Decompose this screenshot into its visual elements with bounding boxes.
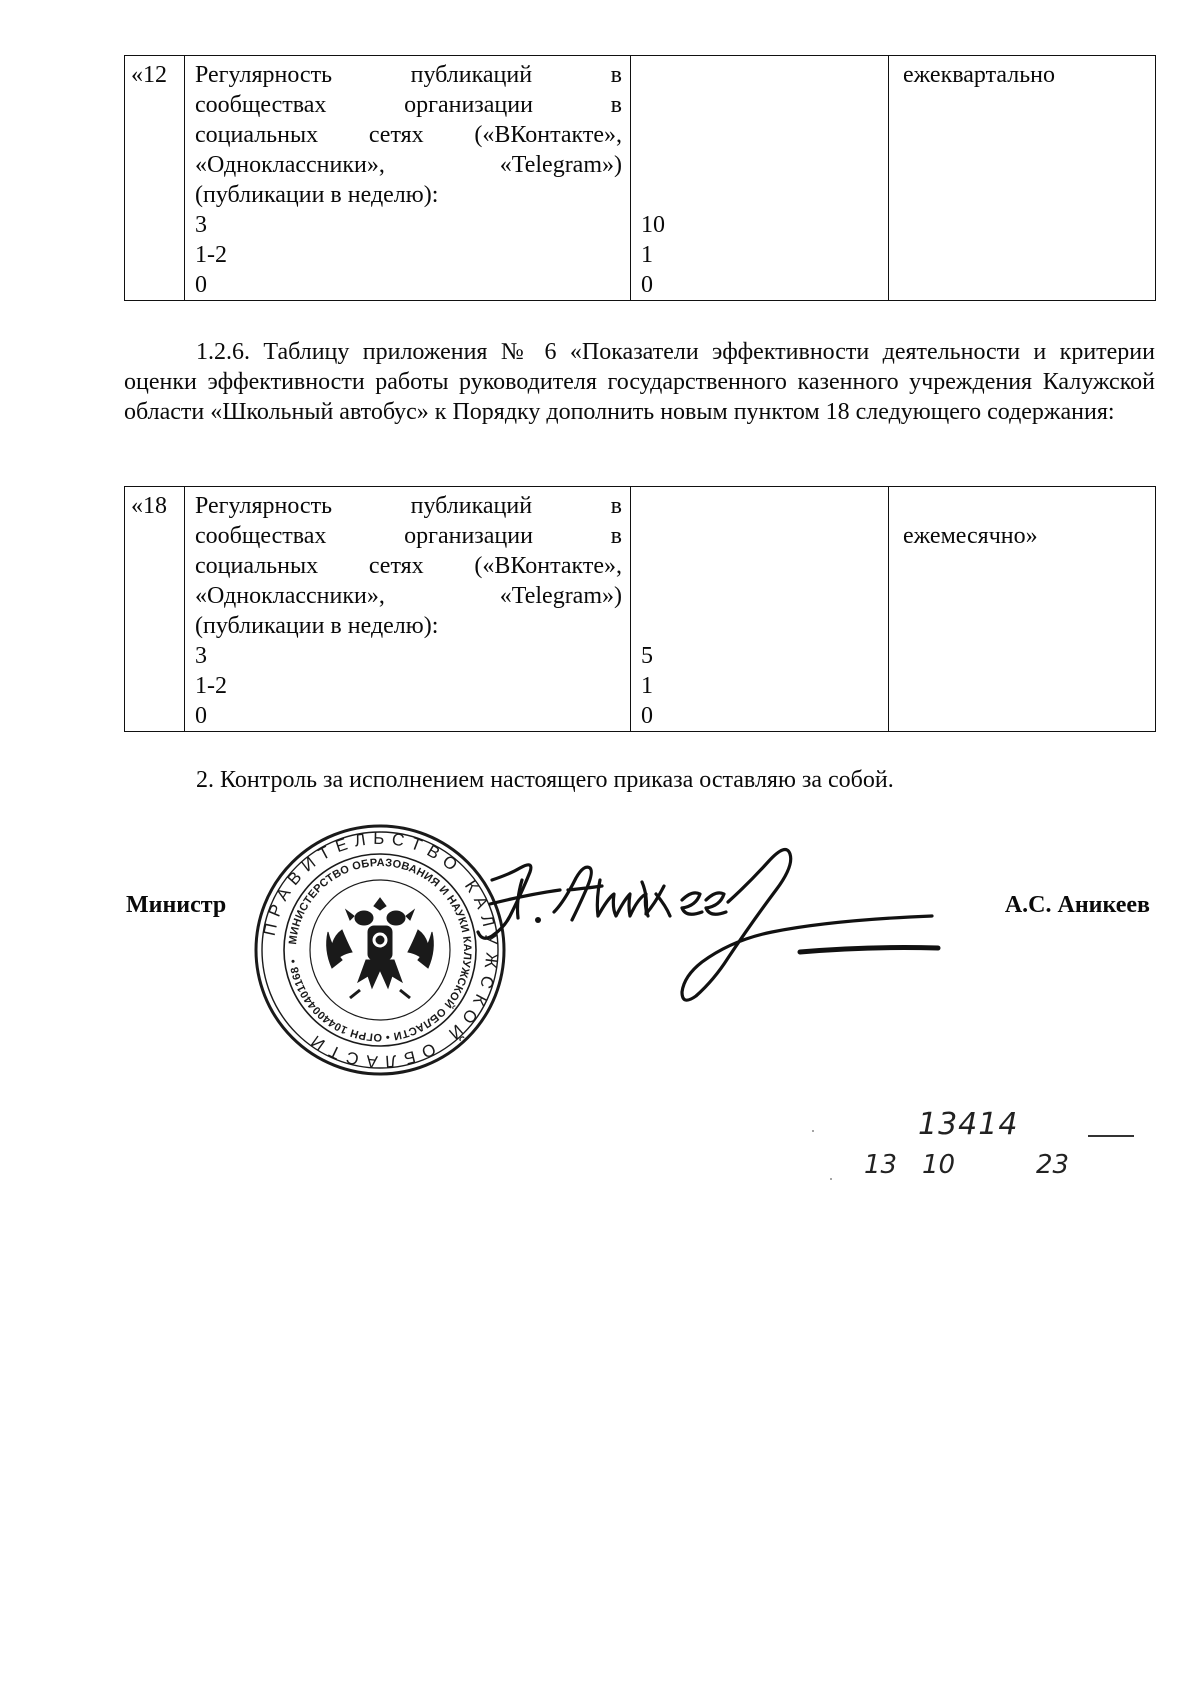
criteria-table-item-12 bbox=[124, 55, 1156, 301]
paragraph-2 bbox=[124, 765, 1155, 795]
score-cell bbox=[631, 56, 889, 301]
score-cell bbox=[631, 487, 889, 732]
description-line: 1-2 bbox=[195, 673, 227, 699]
registration-dash bbox=[1088, 1135, 1134, 1137]
registration-year: 23 bbox=[1036, 1150, 1070, 1180]
item-number-cell bbox=[125, 56, 185, 301]
registration-day: 13 bbox=[864, 1150, 898, 1180]
score-value: 5 bbox=[641, 643, 653, 669]
description-line: сообществах организации в bbox=[195, 523, 622, 549]
criterion-description-cell bbox=[185, 56, 631, 301]
description-line: сообществах организации в bbox=[195, 92, 622, 118]
svg-text:МИНИСТЕРСТВО ОБРАЗОВАНИЯ И НАУ: МИНИСТЕРСТВО ОБРАЗОВАНИЯ И НАУКИ КАЛУЖСКОЙ ОБЛАСТИ • ОГРН 1044004401168 • bbox=[287, 856, 474, 1044]
item-number: «18 bbox=[131, 493, 167, 519]
score-value: 0 bbox=[641, 703, 653, 729]
paragraph-text: 1.2.6. Таблицу приложения № 6 «Показатели эффективности деятельности и критерии оценки эффективности работы руководителя государственного казенного учреждения Калужской области «Школьный автобус» к Порядку дополнить новым пунктом 18 следующего содержания: bbox=[124, 339, 1155, 425]
description-line: 3 bbox=[195, 643, 207, 669]
description-line: социальных сетях («ВКонтакте», bbox=[195, 553, 622, 579]
score-value: 10 bbox=[641, 212, 665, 238]
description-line: социальных сетях («ВКонтакте», bbox=[195, 122, 622, 148]
table-row bbox=[125, 487, 1156, 732]
description-line: (публикации в неделю): bbox=[195, 613, 439, 639]
description-line: Регулярность публикаций в bbox=[195, 493, 622, 519]
handwritten-signature-icon bbox=[470, 840, 990, 1040]
paragraph-1-2-6 bbox=[124, 337, 1155, 427]
score-value: 1 bbox=[641, 242, 653, 268]
periodicity-value: ежемесячно» bbox=[903, 523, 1038, 549]
periodicity-cell bbox=[889, 56, 1156, 301]
description-line: «Одноклассники», «Telegram») bbox=[195, 152, 622, 178]
item-number-cell bbox=[125, 487, 185, 732]
description-line: 3 bbox=[195, 212, 207, 238]
description-line: 1-2 bbox=[195, 242, 227, 268]
signatory-name: А.С. Аникеев bbox=[1004, 892, 1150, 918]
table-row bbox=[125, 56, 1156, 301]
criteria-table-item-18 bbox=[124, 486, 1156, 732]
signatory-title: Министр bbox=[126, 892, 227, 918]
score-value: 0 bbox=[641, 272, 653, 298]
scan-speck bbox=[812, 1130, 814, 1132]
periodicity-value: ежеквартально bbox=[903, 62, 1055, 88]
description-line: 0 bbox=[195, 272, 207, 298]
description-line: (публикации в неделю): bbox=[195, 182, 439, 208]
criterion-description-cell bbox=[185, 487, 631, 732]
svg-text:ПРАВИТЕЛЬСТВО КАЛУЖСКОЙ ОБЛАСТ: ПРАВИТЕЛЬСТВО КАЛУЖСКОЙ ОБЛАСТИ bbox=[259, 828, 502, 1072]
item-number: «12 bbox=[131, 62, 167, 88]
description-line: Регулярность публикаций в bbox=[195, 62, 622, 88]
score-value: 1 bbox=[641, 673, 653, 699]
description-line: 0 bbox=[195, 703, 207, 729]
paragraph-text: 2. Контроль за исполнением настоящего приказа оставляю за собой. bbox=[196, 767, 894, 793]
scan-speck bbox=[830, 1178, 832, 1180]
registration-month: 10 bbox=[922, 1150, 956, 1180]
periodicity-cell bbox=[889, 487, 1156, 732]
registration-number: 13414 bbox=[918, 1107, 1019, 1142]
description-line: «Одноклассники», «Telegram») bbox=[195, 583, 622, 609]
